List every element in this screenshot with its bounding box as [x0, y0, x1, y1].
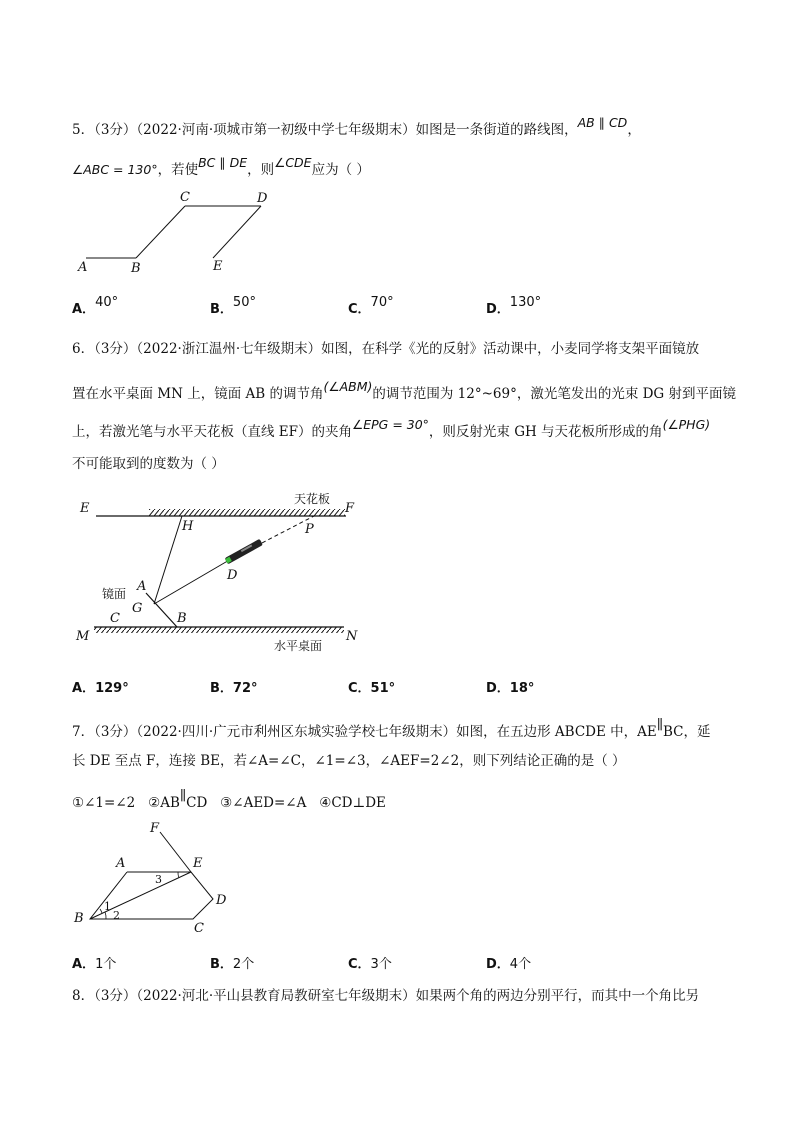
q6-angle-epg: ∠EPG = 30°: [352, 417, 429, 432]
q6-label-table: 水平桌面: [274, 639, 323, 653]
q7-label-angle2: 2: [113, 909, 120, 922]
q7-figure: [70, 820, 240, 940]
q5-option-a[interactable]: A．40°: [72, 295, 119, 317]
q5-option-b[interactable]: B．50°: [210, 295, 256, 317]
q8-line1: 8．（3分）（2022·河北·平山县教育局教研室七年级期末）如果两个角的两边分别平行，而其中一个角比另: [72, 988, 700, 1004]
q6-label-ceiling: 天花板: [294, 492, 331, 506]
q7-conclusion-3: ③∠AED=∠A: [220, 795, 307, 811]
q7-conclusion-2: ②AB∥CD: [148, 788, 208, 811]
q6-label-f: F: [345, 501, 355, 516]
q6-label-e: E: [80, 501, 90, 516]
q6-label-a: A: [137, 579, 147, 594]
q5-label-d: D: [257, 191, 268, 206]
q6-label-h: H: [182, 519, 194, 534]
q6-angle-phg: (∠PHG): [662, 417, 711, 432]
q7-label-e: E: [193, 856, 203, 871]
q6-label-p: P: [305, 522, 314, 537]
q7-line1: 7．（3分）（2022·四川·广元市利州区东城实验学校七年级期末）如图，在五边形 ABCDE 中，AE∥BC，延: [72, 717, 711, 740]
q6-line4: 不可能取到的度数为（ ）: [72, 456, 225, 472]
q6-option-b[interactable]: B．72°: [210, 681, 258, 696]
q7-label-d: D: [216, 893, 227, 908]
q7-label-angle3: 3: [155, 873, 162, 886]
q7-label-f: F: [150, 821, 160, 836]
q6-label-g: G: [132, 601, 143, 616]
q5-label-c: C: [180, 190, 190, 205]
q5-line1: 5．（3分）（2022·河南·项城市第一初级中学七年级期末）如图是一条街道的路线图，AB ∥ CD，: [72, 115, 641, 138]
q6-angle-abm: (∠ABM): [323, 379, 373, 394]
q5-figure: [70, 188, 290, 288]
q7-label-b: B: [74, 911, 84, 926]
q5-option-c[interactable]: C．70°: [348, 295, 394, 317]
q7-conclusions: [72, 788, 386, 811]
q6-label-c: C: [110, 611, 120, 626]
q5-cond-bc-de: BC ∥ DE: [198, 155, 248, 170]
q7-conclusion-4: ④CD⊥DE: [319, 795, 386, 811]
q5-prefix: 5．（3分）（2022·河南·项城市第一初级中学七年级期末）如图是一条街道的路线图，: [72, 122, 578, 138]
q7-option-c[interactable]: C．3个: [348, 957, 392, 972]
q6-label-mirror: 镜面: [102, 587, 127, 601]
q5-label-b: B: [131, 261, 141, 276]
q5-cond-angle-abc: ∠ABC = 130°: [72, 162, 158, 177]
q6-label-b: B: [177, 611, 187, 626]
q6-option-c[interactable]: C．51°: [348, 681, 396, 696]
q7-option-b[interactable]: B．2个: [210, 957, 255, 972]
q7-label-angle1: 1: [104, 900, 111, 913]
q5-target-angle: ∠CDE: [274, 155, 312, 170]
q6-line3: 上，若激光笔与水平天花板（直线 EF）的夹角∠EPG = 30°，则反射光束 GH 与天花板所形成的角(∠PHG): [72, 417, 711, 440]
q5-cond-ab-cd: AB ∥ CD: [577, 115, 628, 130]
q7-label-a: A: [116, 856, 126, 871]
q6-line2: 置在水平桌面 MN 上，镜面 AB 的调节角(∠ABM)的调节范围为 12°~69°，激光笔发出的光束 DG 射到平面镜: [72, 379, 737, 402]
q7-option-a[interactable]: A．1个: [72, 957, 117, 972]
q7-parallel-symbol: ∥: [656, 717, 663, 733]
q6-line1: 6．（3分）（2022·浙江温州·七年级期末）如图，在科学《光的反射》活动课中，小麦同学将支架平面镜放: [72, 341, 700, 357]
q6-label-d: D: [227, 568, 238, 583]
q7-conclusion-1: ①∠1=∠2: [72, 795, 136, 811]
q6-option-d[interactable]: D．18°: [486, 681, 535, 696]
q7-option-d[interactable]: D．4个: [486, 957, 532, 972]
q7-line2: 长 DE 至点 F，连接 BE，若∠A=∠C，∠1=∠3，∠AEF=2∠2，则下列结论正确的是（ ）: [72, 753, 626, 769]
q5-line2: ∠ABC = 130°，若使BC ∥ DE，则∠CDE应为（ ）: [72, 155, 370, 178]
q7-label-c: C: [194, 921, 204, 936]
q6-figure: [74, 492, 374, 662]
q5-label-e: E: [213, 259, 223, 274]
q6-label-n: N: [346, 629, 358, 644]
q5-label-a: A: [78, 260, 88, 275]
q5-option-d[interactable]: D．130°: [486, 295, 542, 317]
q6-label-m: M: [76, 629, 90, 644]
q6-option-a[interactable]: A．129°: [72, 681, 129, 696]
